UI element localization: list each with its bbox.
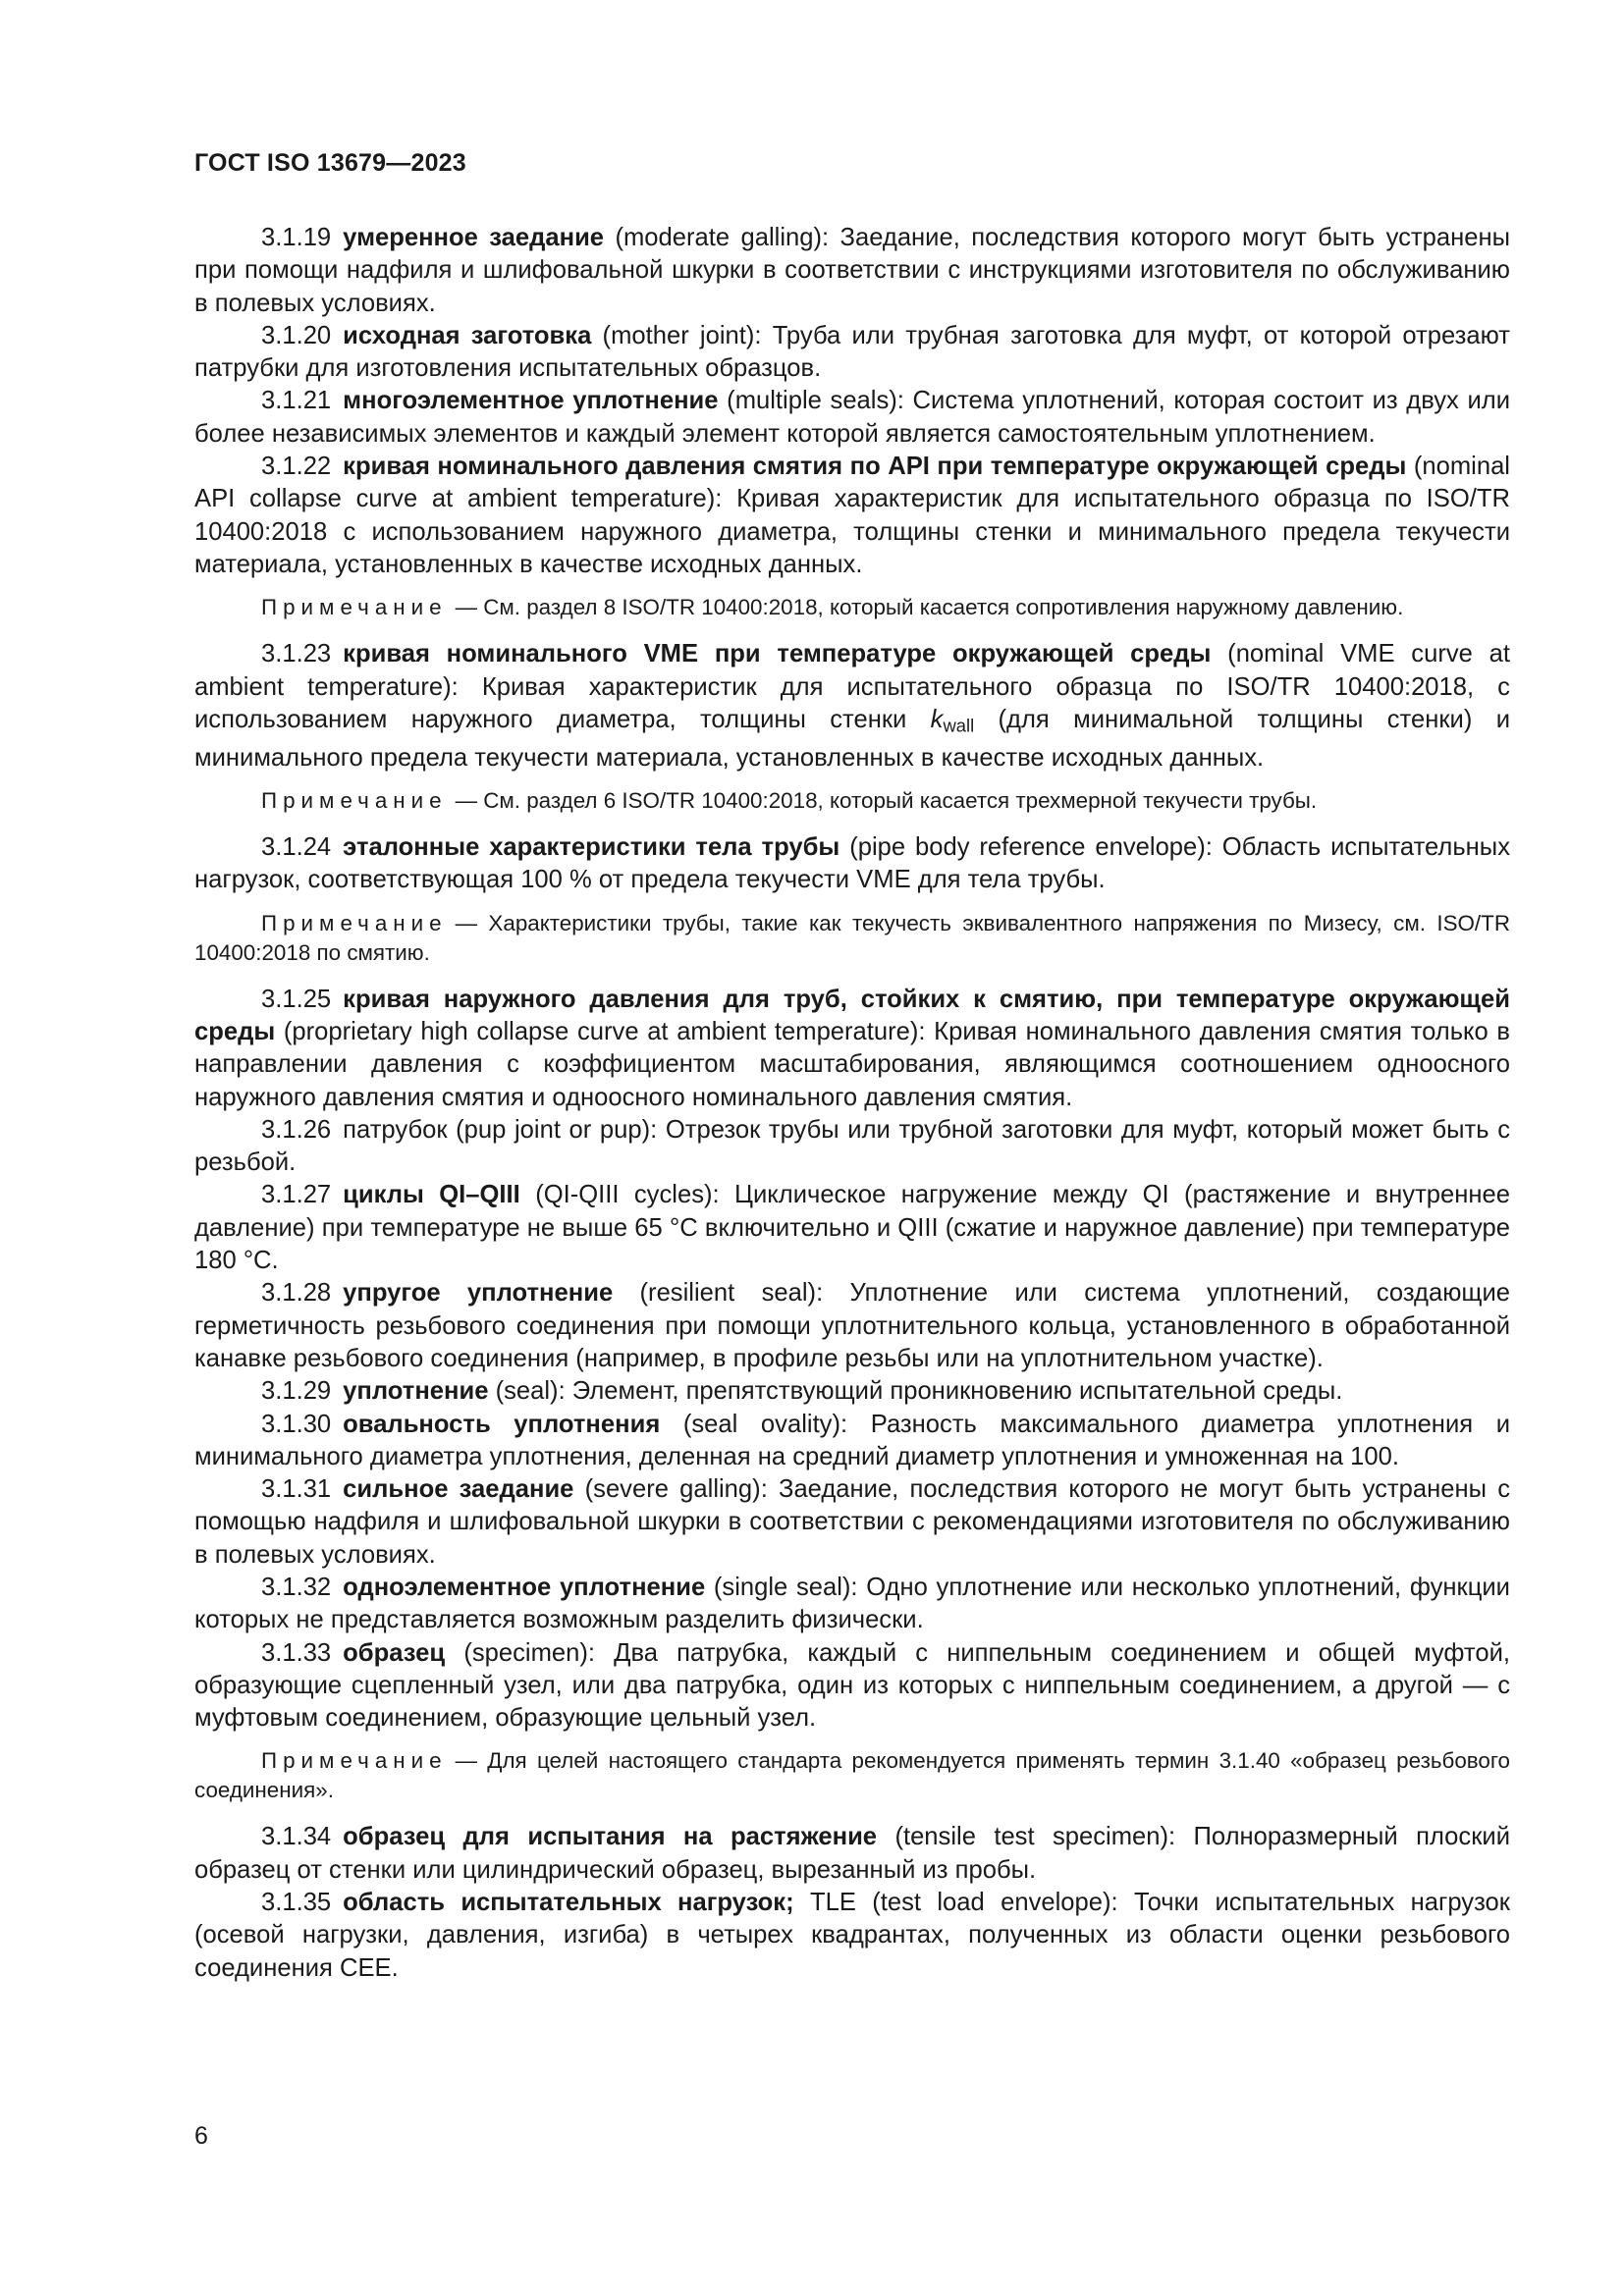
term-3-1-34 xyxy=(194,1821,1510,1887)
page-number: 6 xyxy=(194,2122,208,2150)
terms-section xyxy=(194,222,1510,1985)
term-name: многоэлементное уплотнение xyxy=(343,387,719,415)
term-english: (nominal API collapse curve at ambient temperature) xyxy=(194,453,1510,513)
term-3-1-23 xyxy=(194,638,1510,774)
term-3-1-21 xyxy=(194,385,1510,451)
term-name: эталонные характеристики тела трубы xyxy=(343,833,840,862)
term-number: 3.1.35 xyxy=(261,1889,332,1917)
term-english: TLE (test load envelope) xyxy=(809,1889,1111,1917)
term-3-1-35 xyxy=(194,1887,1510,1985)
term-number: 3.1.24 xyxy=(261,833,332,862)
term-english: (single seal) xyxy=(713,1573,851,1601)
term-definition: : Циклическое нагружение между QI (растяжение и внутреннее давление) при температуре не выше 65 °С включительно и QIII (сжатие и наружное давление) при температуре 180 °С. xyxy=(194,1181,1510,1275)
term-number: 3.1.23 xyxy=(261,640,332,668)
term-name: упругое уплотнение xyxy=(343,1279,614,1308)
term-definition: : Кривая характеристик для испытательного образца по ISO/TR 10400:2018 с использованием наружного диаметра, толщины стенки и минимального предела текучести материала, установленных в качестве исходных данных. xyxy=(194,485,1510,578)
term-english: (nominal VME curve at ambient temperature) xyxy=(194,640,1511,701)
term-english: (mother joint) xyxy=(602,321,755,349)
term-english: (seal ovality) xyxy=(682,1410,841,1438)
k-symbol: k xyxy=(930,705,944,733)
term-number: 3.1.30 xyxy=(261,1410,332,1438)
term-english: (seal) xyxy=(495,1377,559,1406)
term-definition: : Заедание, последствия которого не могут быть устранены с помощью надфиля и шлифовальной шкурки в соответствии с рекомендациями изготовителя по обслуживанию в полевых условиях. xyxy=(194,1475,1510,1569)
term-definition: патрубок (pup joint or pup): Отрезок трубы или трубной заготовки для муфт, который может быть с резьбой. xyxy=(194,1115,1510,1177)
term-number: 3.1.29 xyxy=(261,1377,332,1406)
note-text: — Характеристики трубы, такие как текучесть эквивалентного напряжения по Мизесу, см. ISO/TR 10400:2018 по смятию. xyxy=(194,910,1510,965)
term-definition: : Кривая номинального давления смятия только в направлении давления с коэффициентом масштабирования, являющимся соотношением одноосного наружного давления смятия и одноосного номинального давления смятия. xyxy=(194,1017,1510,1111)
term-english: (moderate galling) xyxy=(615,224,823,251)
term-name: образец xyxy=(343,1638,446,1667)
term-number: 3.1.27 xyxy=(261,1181,332,1209)
term-name: область испытательных нагрузок; xyxy=(343,1889,794,1917)
term-3-1-26 xyxy=(194,1114,1510,1180)
term-english: (pipe body reference envelope) xyxy=(849,833,1206,862)
note-label: Примечание xyxy=(261,595,448,620)
term-3-1-24 xyxy=(194,831,1510,897)
term-definition: : Уплотнение или система уплотнений, создающие герметичность резьбового соединения при помощи уплотнительного кольца, установленного в обработанной канавке резьбового соединения (например, в профиле резьбы или на уплотнительном участке). xyxy=(194,1279,1510,1372)
term-english: (QI-QIII cycles) xyxy=(535,1181,713,1209)
term-number: 3.1.26 xyxy=(261,1115,332,1144)
term-definition: : Система уплотнений, которая состоит из двух или более независимых элементов и каждый элемент которой является самостоятельным уплотнением. xyxy=(194,387,1510,448)
note-3-1-33 xyxy=(194,1746,1510,1805)
term-3-1-31 xyxy=(194,1473,1510,1572)
term-number: 3.1.21 xyxy=(261,387,332,415)
term-3-1-29 xyxy=(194,1375,1510,1408)
term-number: 3.1.33 xyxy=(261,1638,332,1667)
term-number: 3.1.28 xyxy=(261,1279,332,1308)
term-number: 3.1.32 xyxy=(261,1573,332,1601)
note-3-1-22 xyxy=(194,593,1510,622)
term-number: 3.1.22 xyxy=(261,453,332,481)
note-text: — Для целей настоящего стандарта рекомендуется применять термин 3.1.40 «образец резьбового соединения». xyxy=(194,1748,1510,1803)
term-definition: : Заедание, последствия которого могут быть устранены при помощи надфиля и шлифовальной шкурки в соответствии с инструкциями изготовителя по обслуживанию в полевых условиях. xyxy=(194,224,1510,317)
term-name: уплотнение xyxy=(343,1377,489,1406)
term-definition: : Точки испытательных нагрузок (осевой нагрузки, давления, изгиба) в четырех квадрантах, полученных из области оценки резьбового соединения СЕЕ. xyxy=(194,1889,1510,1982)
term-name: кривая наружного давления для труб, стойких к смятию, при температуре окружающей среды xyxy=(194,985,1510,1045)
term-name: одноэлементное уплотнение xyxy=(343,1573,706,1601)
term-3-1-27 xyxy=(194,1179,1510,1277)
term-definition: : Элемент, препятствующий проникновению испытательной среды. xyxy=(558,1377,1343,1406)
note-label: Примечание xyxy=(261,910,448,935)
note-text: — См. раздел 6 ISO/TR 10400:2018, который касается трехмерной текучести трубы. xyxy=(455,788,1318,814)
term-english: (resilient seal) xyxy=(639,1279,817,1308)
term-name: сильное заедание xyxy=(343,1475,574,1504)
note-3-1-23 xyxy=(194,786,1510,816)
term-definition: : Одно уплотнение или несколько уплотнений, функции которых не представляется возможным разделить физически. xyxy=(194,1573,1510,1634)
term-english: (multiple seals) xyxy=(727,387,897,415)
term-3-1-22 xyxy=(194,451,1510,581)
k-subscript: wall xyxy=(943,715,975,736)
term-3-1-20 xyxy=(194,320,1510,386)
term-3-1-19 xyxy=(194,222,1510,320)
term-name: кривая номинального VME при температуре окружающей среды xyxy=(343,640,1212,668)
term-definition: : Кривая характеристик для испытательного образца по ISO/TR 10400:2018, с использованием наружного диаметра, толщины стенки xyxy=(194,672,1510,733)
term-definition: : Два патрубка, каждый с ниппельным соединением и общей муфтой, образующие сцепленный узел, или два патрубка, один из которых с ниппельным соединением, а другой — с муфтовым соединением, образующие цельный узел. xyxy=(194,1638,1510,1733)
term-english: (tensile test specimen) xyxy=(894,1823,1169,1851)
term-definition: : Область испытательных нагрузок, соответствующая 100 % от предела текучести VME для тела трубы. xyxy=(194,833,1510,894)
term-name: кривая номинального давления смятия по API при температуре окружающей среды xyxy=(343,453,1407,481)
term-definition: : Разность максимального диаметра уплотнения и минимального диаметра уплотнения, деленная на средний диаметр уплотнения и умноженная на 100. xyxy=(194,1410,1510,1470)
term-definition: : Труба или трубная заготовка для муфт, от которой отрезают патрубки для изготовления испытательных образцов. xyxy=(194,321,1510,383)
term-number: 3.1.19 xyxy=(261,224,332,251)
term-name: овальность уплотнения xyxy=(343,1410,661,1438)
term-3-1-32 xyxy=(194,1572,1510,1637)
note-text: — См. раздел 8 ISO/TR 10400:2018, который касается сопротивления наружному давлению. xyxy=(455,595,1404,620)
term-3-1-33 xyxy=(194,1637,1510,1735)
term-name: образец для испытания на растяжение xyxy=(343,1823,878,1851)
note-label: Примечание xyxy=(261,1748,448,1774)
term-definition-cont: (для минимальной толщины стенки) и минимального предела текучести материала, установленных в качестве исходных данных. xyxy=(194,705,1510,772)
term-number: 3.1.20 xyxy=(261,321,332,349)
term-name: циклы QI–QIII xyxy=(343,1181,520,1209)
term-name: умеренное заедание xyxy=(343,224,605,251)
term-3-1-28 xyxy=(194,1277,1510,1375)
term-3-1-25 xyxy=(194,984,1510,1114)
term-number: 3.1.31 xyxy=(261,1475,332,1504)
term-english: (proprietary high collapse curve at ambient temperature) xyxy=(283,1017,919,1045)
term-definition: : Полноразмерный плоский образец от стенки или цилиндрический образец, вырезанный из пробы. xyxy=(194,1823,1510,1884)
term-english: (specimen) xyxy=(463,1638,588,1667)
term-3-1-30 xyxy=(194,1409,1510,1474)
standard-header: ГОСТ ISO 13679—2023 xyxy=(194,149,466,177)
term-name: исходная заготовка xyxy=(343,321,592,349)
term-number: 3.1.25 xyxy=(261,985,332,1013)
note-label: Примечание xyxy=(261,788,448,814)
term-number: 3.1.34 xyxy=(261,1823,332,1851)
term-english: (severe galling) xyxy=(584,1475,761,1504)
note-3-1-24 xyxy=(194,909,1510,968)
